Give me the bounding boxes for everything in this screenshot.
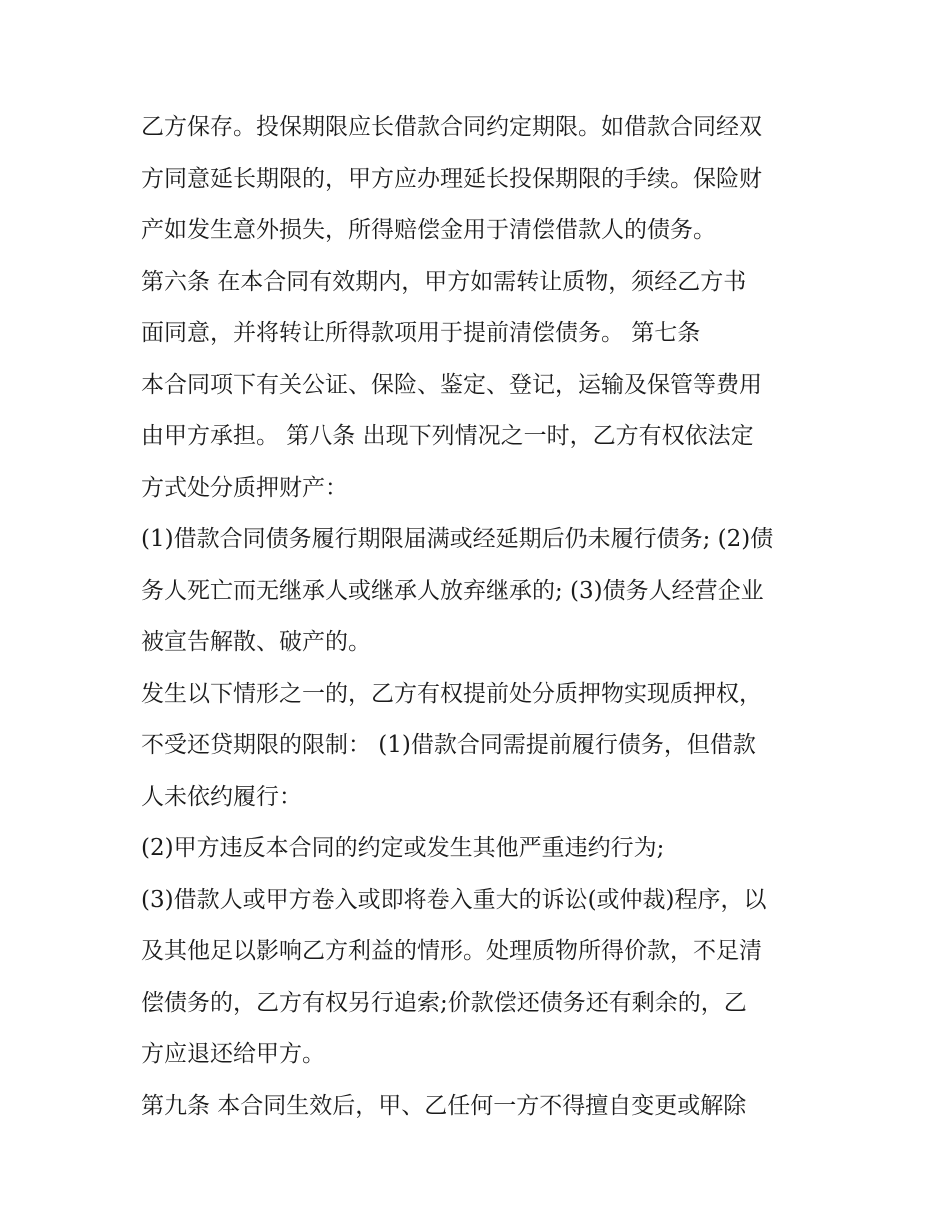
text-line: 产如发生意外损失，所得赔偿金用于清偿借款人的债务。 bbox=[141, 217, 716, 243]
text-line: 本合同项下有关公证、保险、鉴定、登记，运输及保管等费用 bbox=[141, 372, 762, 398]
text-line: 第六条 在本合同有效期内，甲方如需转让质物，须经乙方书 bbox=[141, 269, 747, 295]
text-line: 务人死亡而无继承人或继承人放弃继承的; (3)债务人经营企业 bbox=[141, 578, 764, 604]
text-line: 偿债务的，乙方有权另行追索;价款偿还债务还有剩余的，乙 bbox=[141, 990, 747, 1016]
text-line: 方应退还给甲方。 bbox=[141, 1041, 325, 1067]
text-line: 发生以下情形之一的，乙方有权提前处分质押物实现质押权， bbox=[141, 681, 762, 707]
text-line: (3)借款人或甲方卷入或即将卷入重大的诉讼(或仲裁)程序，以 bbox=[141, 887, 767, 913]
text-line: 由甲方承担。 第八条 出现下列情况之一时，乙方有权依法定 bbox=[141, 423, 754, 449]
text-line: 乙方保存。投保期限应长借款合同约定期限。如借款合同经双 bbox=[141, 114, 762, 140]
text-line: (1)借款合同债务履行期限届满或经延期后仍未履行债务; (2)债 bbox=[141, 526, 774, 552]
text-line: 第九条 本合同生效后，甲、乙任何一方不得擅自变更或解除 bbox=[141, 1093, 747, 1119]
text-line: 及其他足以影响乙方利益的情形。处理质物所得价款，不足清 bbox=[141, 938, 762, 964]
text-line: (2)甲方违反本合同的约定或发生其他严重违约行为; bbox=[141, 835, 665, 861]
text-line: 方式处分质押财产： bbox=[141, 475, 348, 501]
text-line: 不受还贷期限的限制： (1)借款合同需提前履行债务，但借款 bbox=[141, 732, 756, 758]
text-line: 方同意延长期限的，甲方应办理延长投保期限的手续。保险财 bbox=[141, 166, 762, 192]
text-line: 面同意，并将转让所得款项用于提前清偿债务。 第七条 bbox=[141, 320, 701, 346]
text-line: 人未依约履行： bbox=[141, 784, 302, 810]
text-line: 被宣告解散、破产的。 bbox=[141, 629, 371, 655]
